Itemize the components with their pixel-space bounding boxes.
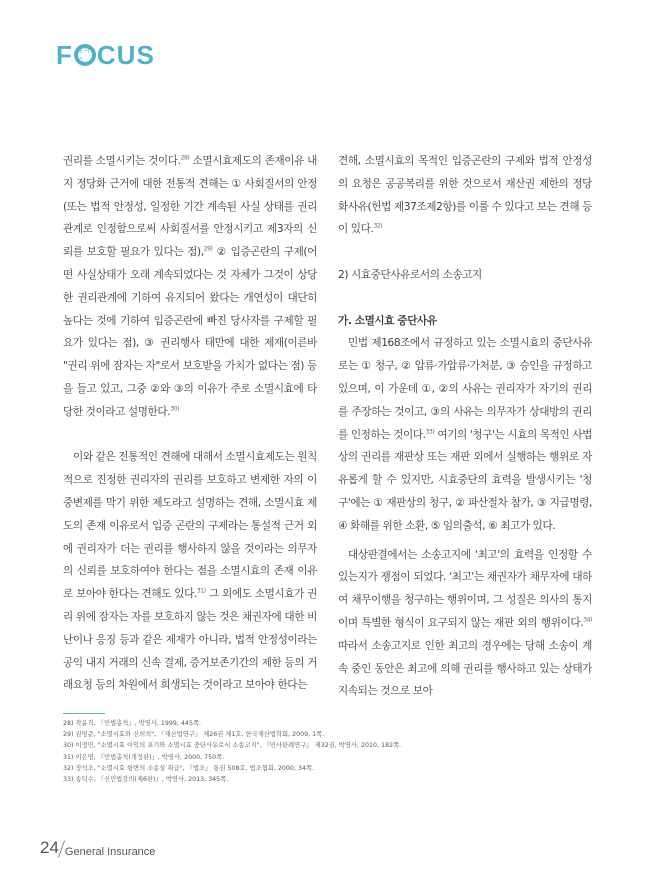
logo-ring [74,44,96,66]
footnote-ref[interactable]: 28) [180,154,190,162]
focus-logo [56,42,155,68]
page-footer [40,838,155,858]
page-number: 24 [40,838,59,857]
footnote-item: 28) 곽윤직, 『민법총칙』, 박영사, 1999, 445쪽. [63,720,202,727]
left-column [63,150,317,697]
footnote-ref[interactable]: 33) [425,428,435,436]
footnote-ref[interactable]: 32) [373,222,383,230]
footnote-item: 33) 송덕수, 『신민법강의(제6판)』, 박영사, 2013, 345쪽. [63,776,229,784]
right-column [338,150,592,703]
paragraph: 이와 같은 전통적인 견해에 대해서 소멸시효제도는 원칙적으로 진정한 권리자의 권리를 보호하고 변제한 자의 이중변제를 막기 위한 제도라고 설명하는 견해, 소멸시효 제도의 존재 이유로서 입증 곤란의 구제라는 통설적 근거 외에 권리자가 더는 권리를 행사하지 않을 것이라는 의무자의 신뢰를 보호하여야 한다는 점을 소멸시효의 존재 이유로 보아야 한다는 견해도 있다.$^{31)}$ 그 외에도 소멸시효가 권리 위에 잠자는 자를 보호하지 않는 것은 채권자에 대한 비난이나 응징 등과 같은 제재가 아니라, 법적 안정성이라는 공익 내지 거래의 신속 결제, 증거보존기간의 제한 등의 거래요청 등의 차원에서 희생되는 것이라고 보아야 한다는 [63,451,317,692]
footnote-ref[interactable]: 34) [583,616,592,624]
footnote-divider [63,713,105,714]
footnotes [63,718,583,785]
subsection-heading: 가. 소멸시효 중단사유 [338,314,437,327]
footnote-ref[interactable]: 29) [203,245,213,253]
logo-ring-label: 포커스 [77,48,90,64]
section-heading: 2) 시효중단사유로서의 소송고지 [338,268,482,281]
magazine-name: General Insurance [64,846,156,858]
logo-letter-f: F [56,40,73,70]
paragraph: 민법 제168조에서 규정하고 있는 소멸시효의 중단사유로는 ① 청구, ② 압류·가압류·가처분, ③ 승인을 규정하고 있으며, 이 가운데 ①, ②의 사유는 권리자가 자기의 권리를 주장하는 것이고, ③의 사유는 의무자가 상대방의 권리를 인정하는 것이다.$^{33)}$ 여기의 '청구'는 시효의 목적인 사법상의 권리를 재판상 또는 재판 외에서 실행하는 행위로 자유롭게 할 수 있지만, 시효중단의 효력을 발생시키는 '청구'에는 ① 재판상의 청구, ② 파산절차 참가, ③ 지급명령, ④ 화해를 위한 소환, ⑤ 임의출석, ⑥ 최고가 있다. [338,337,592,532]
paragraph: 대상판결에서는 소송고지에 '최고'의 효력을 인정할 수 있는지가 쟁점이 되었다. '최고'는 채권자가 채무자에 대하여 채무이행을 청구하는 행위이며, 그 성질은 의사의 통지이며 특별한 형식이 요구되지 않는 재판 외의 행위이다.$^{34)}$ 따라서 소송고지로 인한 최고의 경우에는 당해 소송이 계속 중인 동안은 최고에 의해 권리를 행사하고 있는 상태가 지속되는 것으로 보아 [338,548,592,698]
footnote-ref[interactable]: 30) [170,405,180,413]
footnote-item: 29) 권영준, "소멸시효와 신의칙", 『재산법연구』 제26권 제1호, 한국재산법학회, 2009, 1쪽. [63,731,325,739]
paragraph: 권리를 소멸시키는 것이다.$^{28)}$ 소멸시효제도의 존재이유 내지 정당화 근거에 대한 전통적 견해는 ① 사회질서의 안정(또는 법적 안정성, 일정한 기간 계속된 사실 상태를 권리관계로 인정함으로써 사회질서를 안정시키고 제3자의 신뢰를 보호할 필요가 있다는 점),$^{29)}$ ② 입증곤란의 구제(어떤 사실상태가 오래 계속되었다는 것 자체가 그것이 상당한 권리관계에 기하여 유지되어 왔다는 개연성이 대단히 높다는 것에 기하여 입증곤란에 빠진 당사자를 구제할 필요가 있다는 점), ③ 권리행사 태만에 대한 제재(이른바 "권리 위에 잠자는 자"로서 보호받을 가치가 없다는 점) 등을 들고 있고, 그중 ②와 ③의 이유가 주로 소멸시효에 타당한 것이라고 설명한다.$^{30)}$ [63,154,318,418]
footnote-ref[interactable]: 31) [196,587,206,595]
paragraph: 견해, 소멸시효의 목적인 입증곤란의 구제와 법적 안정성의 요청은 공공복리를 위한 것으로서 재산권 제한의 정당화사유(헌법 제37조제2항)를 이룰 수 있다고 보는 견해 등이 있다.$^{32)}$ [338,155,592,236]
footnote-item: 32) 장석조, "소멸시효 항변의 소송상 취급", 『법조』 통권 508호, 법조협회, 2000, 34쪽. [63,764,315,772]
footnote-item: 30) 이정민, "소멸시효 이익의 포기와 소멸시효 중단사유로서 소송고지", 『민사판례연구』 제32권, 박영사, 2010, 182쪽. [63,742,402,750]
footer-divider [58,840,65,857]
logo-letters-cus: CUS [96,40,155,70]
footnote-item: 31) 이은영, 『민법총칙(개정판)』, 박영사, 2000, 750쪽. [63,753,225,761]
